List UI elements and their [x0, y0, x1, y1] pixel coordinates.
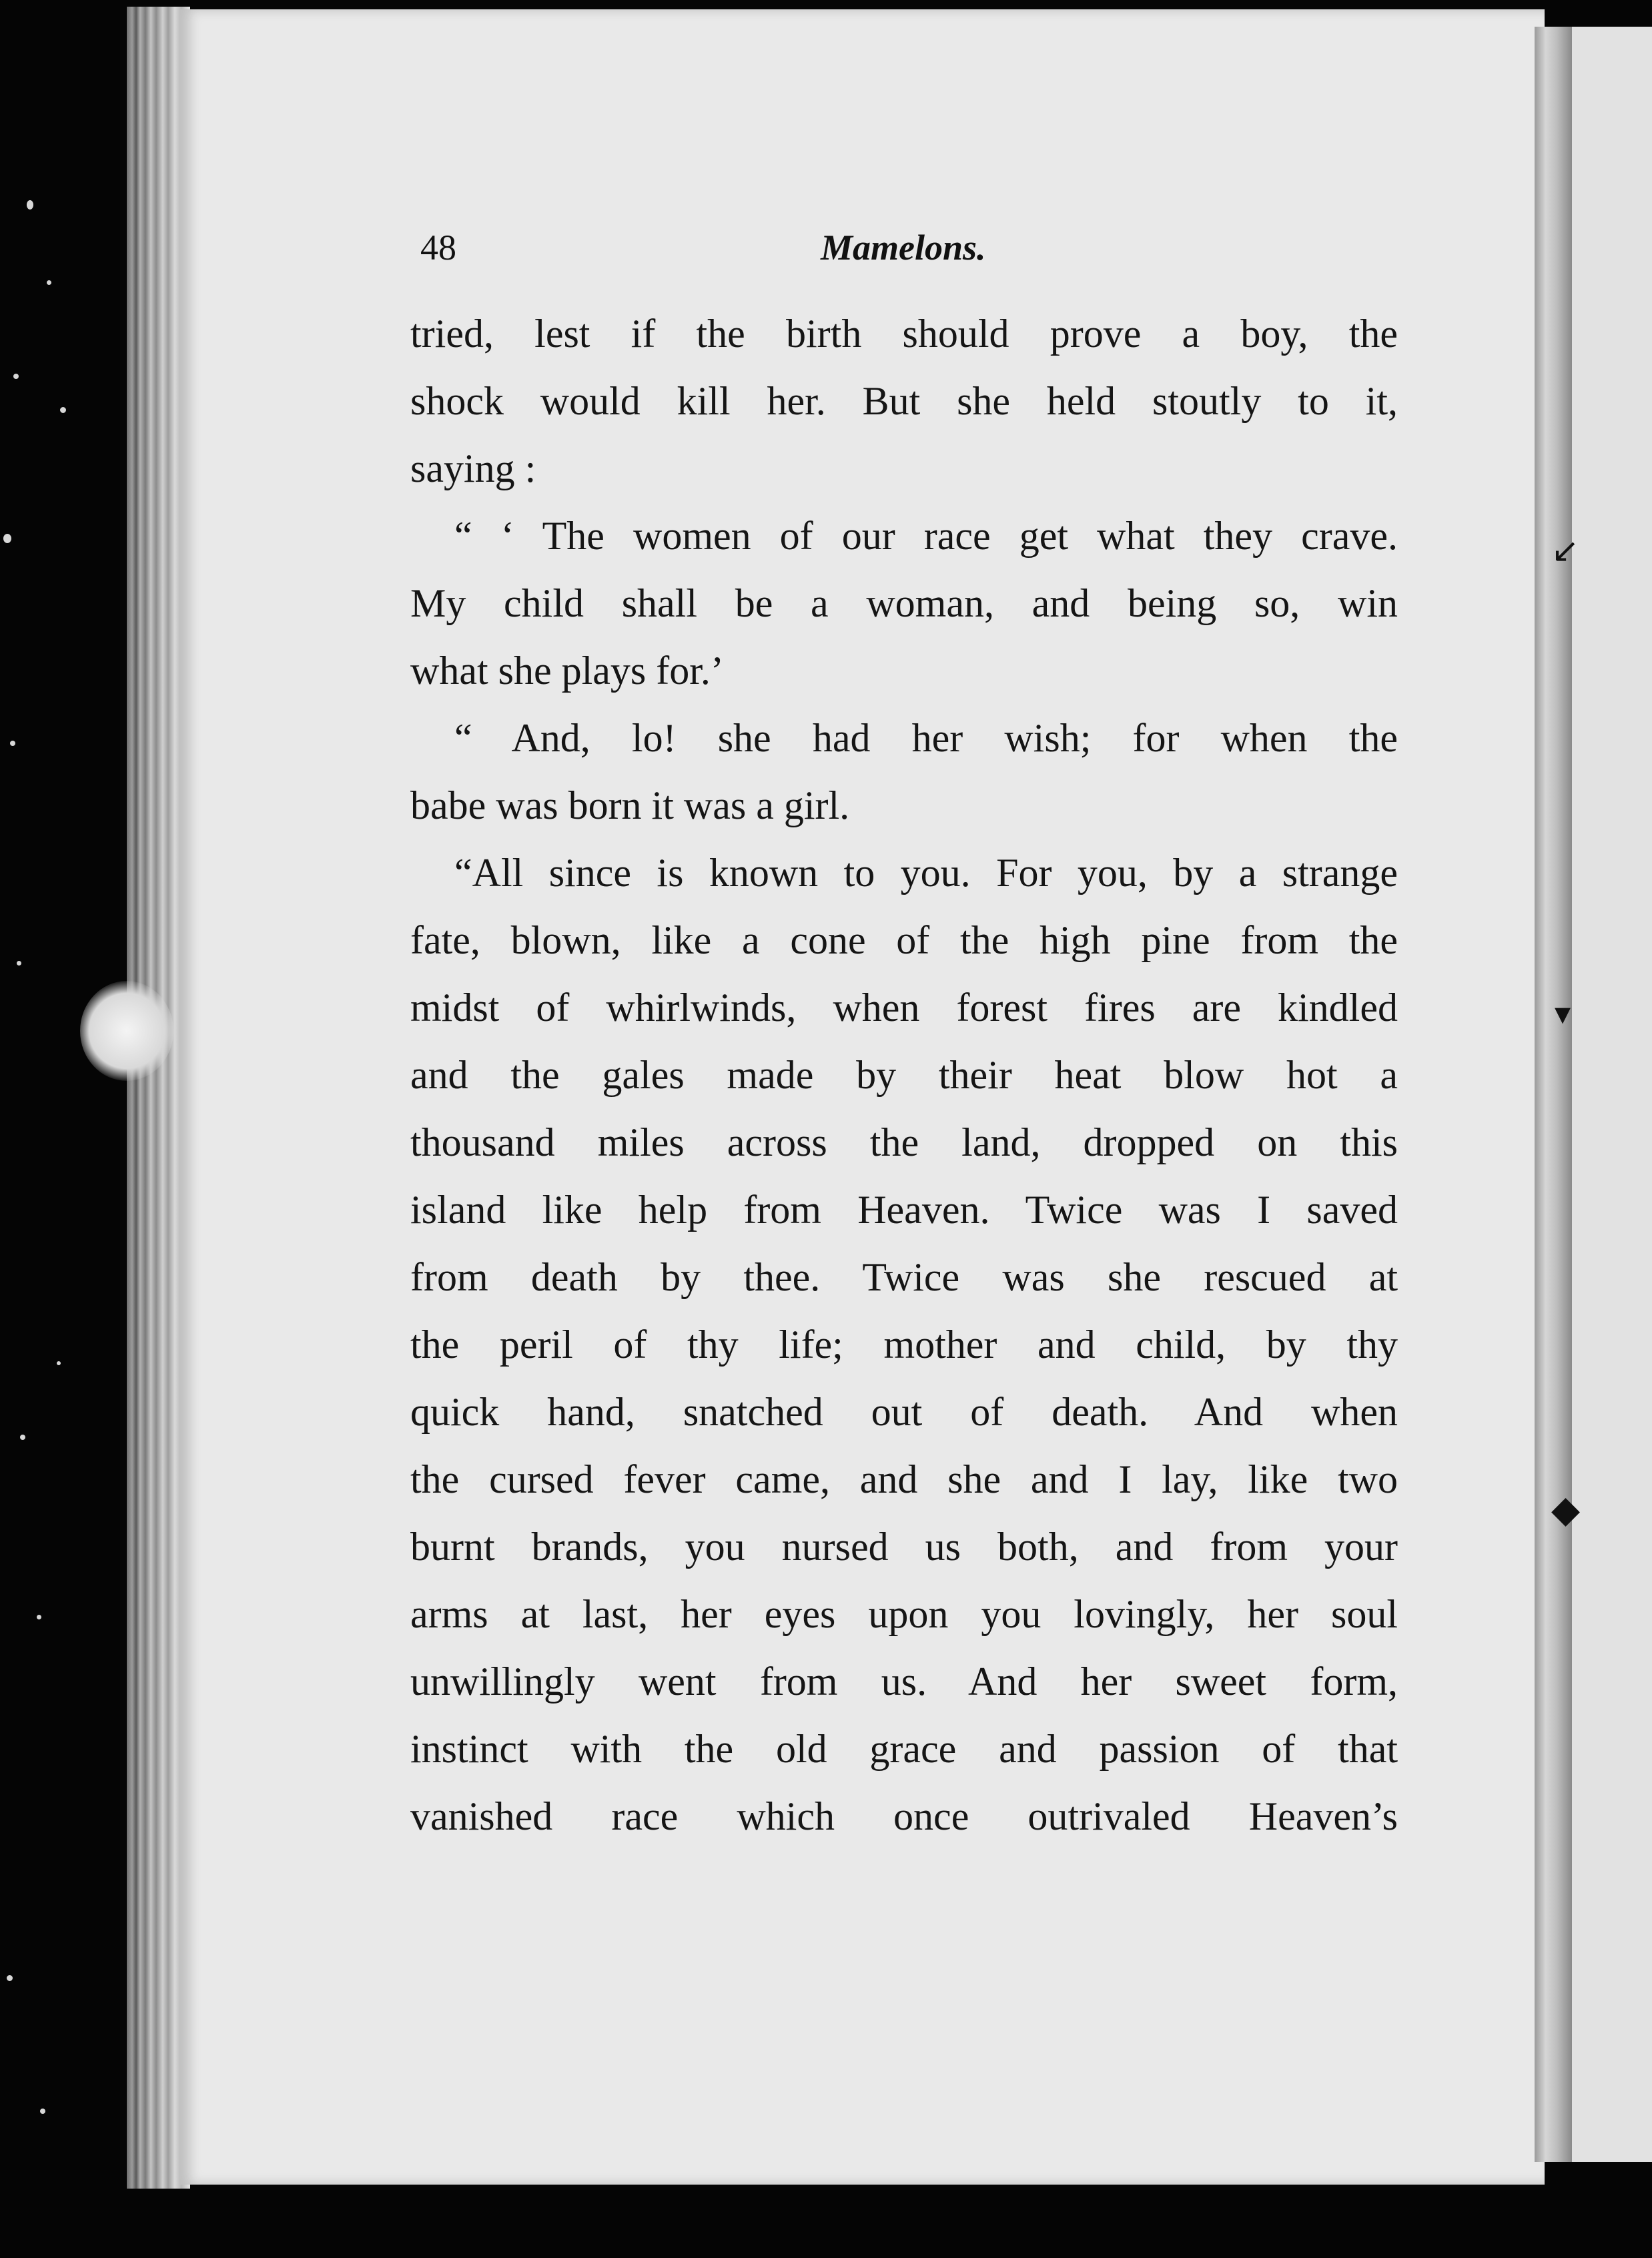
text-line: vanished race which once outrivaled Heaven’s: [410, 1794, 1398, 1838]
running-head: [400, 214, 1401, 287]
running-title: Mamelons.: [821, 228, 986, 268]
text-line: quick hand, snatched out of death. And when: [410, 1390, 1398, 1434]
text-line: from death by thee. Twice was she rescued at: [410, 1255, 1398, 1299]
text-line: saying :: [410, 446, 536, 490]
scan-speck: [47, 280, 51, 285]
blur-smudge: [80, 981, 173, 1081]
text-line: babe was born it was a girl.: [410, 783, 850, 827]
text-line: midst of whirlwinds, when forest fires are kindled: [410, 986, 1398, 1030]
text-line: the peril of thy life; mother and child, by thy: [410, 1323, 1398, 1367]
text-line: burnt brands, you nursed us both, and from your: [410, 1525, 1398, 1569]
text-line: instinct with the old grace and passion of that: [410, 1727, 1398, 1771]
body-text: [410, 300, 1398, 1850]
scan-speck: [57, 1361, 61, 1365]
edge-mark: ↙: [1551, 531, 1579, 570]
edge-mark: ◆: [1551, 1488, 1581, 1531]
text-line: “All since is known to you. For you, by a strange: [454, 851, 1398, 895]
text-line: arms at last, her eyes upon you lovingly, her soul: [410, 1592, 1398, 1636]
text-line: and the gales made by their heat blow hot a: [410, 1053, 1398, 1097]
scan-speck: [20, 1435, 25, 1440]
text-line: the cursed fever came, and she and I lay, like two: [410, 1457, 1398, 1501]
text-line: fate, blown, like a cone of the high pine from the: [410, 918, 1398, 962]
text-line: “ ‘ The women of our race get what they crave.: [454, 514, 1398, 558]
facing-page-strip: [1572, 27, 1652, 2162]
edge-mark: ▾: [1555, 995, 1571, 1032]
scan-speck: [3, 534, 11, 543]
right-page-edge: [1535, 27, 1572, 2162]
text-line: shock would kill her. But she held stoutly to it,: [410, 379, 1398, 423]
page-number: 48: [420, 228, 456, 268]
text-line: “ And, lo! she had her wish; for when the: [454, 716, 1398, 760]
text-line: thousand miles across the land, dropped on this: [410, 1120, 1398, 1164]
scan-speck: [27, 200, 33, 210]
scan-speck: [7, 1975, 13, 1981]
scan-speck: [37, 1615, 41, 1619]
scan-speck: [13, 374, 19, 379]
scan-speck: [10, 741, 15, 746]
scan-speck: [17, 961, 21, 966]
text-line: island like help from Heaven. Twice was I saved: [410, 1188, 1398, 1232]
text-line: unwillingly went from us. And her sweet form,: [410, 1659, 1398, 1704]
text-line: My child shall be a woman, and being so, win: [410, 581, 1398, 625]
scan-speck: [60, 407, 66, 413]
scan-speck: [40, 2109, 45, 2114]
text-line: what she plays for.’: [410, 649, 724, 693]
text-line: tried, lest if the birth should prove a boy, the: [410, 312, 1398, 356]
